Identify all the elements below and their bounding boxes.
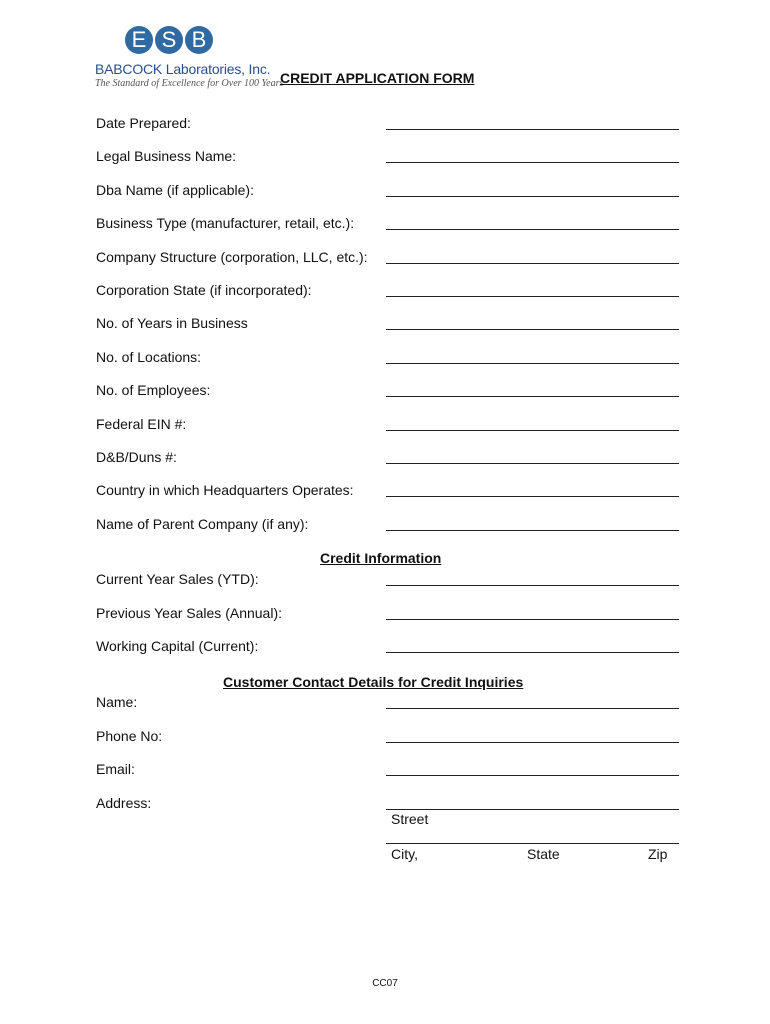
field-input-line[interactable] [386, 162, 679, 163]
field-label: Previous Year Sales (Annual): [96, 604, 282, 621]
field-label: Phone No: [96, 727, 163, 744]
field-label: No. of Employees: [96, 382, 211, 399]
field-label: Company Structure (corporation, LLC, etc.): [96, 248, 368, 265]
field-label: Email: [96, 761, 135, 777]
field-input-line[interactable] [386, 196, 679, 197]
contact-section-title: Customer Contact Details for Credit Inquiries [223, 674, 524, 690]
logo-letter-s: S [155, 26, 183, 54]
field-label: D&B/Duns #: [96, 449, 177, 465]
field-input-line[interactable] [386, 363, 679, 364]
form-row [0, 148, 770, 168]
logo-monogram [125, 26, 213, 54]
field-label: Country in which Headquarters Operates: [96, 482, 354, 499]
field-label: Name: [96, 694, 138, 710]
field-label: Dba Name (if applicable): [96, 181, 254, 198]
form-row [0, 605, 770, 625]
form-row [0, 761, 770, 781]
field-label: Address: [96, 794, 152, 811]
field-label: Business Type (manufacturer, retail, etc.): [96, 215, 355, 232]
field-input-line[interactable] [386, 329, 679, 330]
form-row [0, 349, 770, 369]
form-row [0, 638, 770, 658]
field-input-line[interactable] [386, 129, 679, 130]
field-label: No. of Years in Business [96, 315, 248, 332]
form-row [0, 449, 770, 469]
field-label: Name of Parent Company (if any): [96, 515, 309, 532]
address-city-line[interactable] [386, 843, 679, 844]
field-label: No. of Locations: [96, 348, 202, 365]
form-row [0, 115, 770, 135]
field-input-line[interactable] [386, 463, 679, 464]
form-row [0, 249, 770, 269]
form-row [0, 482, 770, 502]
form-row [0, 694, 770, 714]
footer-code: CC07 [372, 978, 398, 989]
field-input-line[interactable] [386, 809, 679, 810]
field-label: Corporation State (if incorporated): [96, 282, 312, 298]
field-label: Federal EIN #: [96, 415, 187, 432]
field-input-line[interactable] [386, 229, 679, 230]
field-input-line[interactable] [386, 585, 679, 586]
form-row [0, 571, 770, 591]
form-row [0, 416, 770, 436]
address-city-label: City, [391, 846, 418, 862]
field-input-line[interactable] [386, 775, 679, 776]
form-row [0, 728, 770, 748]
field-input-line[interactable] [386, 742, 679, 743]
logo-tagline: The Standard of Excellence for Over 100 Years [95, 78, 284, 89]
field-input-line[interactable] [386, 496, 679, 497]
form-row [0, 182, 770, 202]
field-input-line[interactable] [386, 530, 679, 531]
logo-letter-b: B [185, 26, 213, 54]
form-row [0, 315, 770, 335]
form-title: CREDIT APPLICATION FORM [280, 70, 475, 86]
field-input-line[interactable] [386, 619, 679, 620]
field-input-line[interactable] [386, 296, 679, 297]
logo-company-name: BABCOCK Laboratories, Inc. [95, 61, 271, 77]
form-row [0, 382, 770, 402]
form-row [0, 215, 770, 235]
field-input-line[interactable] [386, 652, 679, 653]
credit-section-title: Credit Information [320, 550, 442, 566]
address-zip-label: Zip [648, 846, 668, 862]
field-label: Date Prepared: [96, 115, 191, 131]
company-logo [95, 26, 284, 92]
logo-letter-e: E [125, 26, 153, 54]
form-row [0, 282, 770, 302]
address-street-label: Street [391, 811, 429, 827]
field-label: Working Capital (Current): [96, 638, 259, 654]
field-input-line[interactable] [386, 430, 679, 431]
field-input-line[interactable] [386, 396, 679, 397]
field-input-line[interactable] [386, 708, 679, 709]
form-row [0, 795, 770, 815]
field-label: Current Year Sales (YTD): [96, 571, 259, 587]
form-row [0, 516, 770, 536]
field-input-line[interactable] [386, 263, 679, 264]
field-label: Legal Business Name: [96, 148, 237, 165]
address-state-label: State [527, 846, 560, 862]
